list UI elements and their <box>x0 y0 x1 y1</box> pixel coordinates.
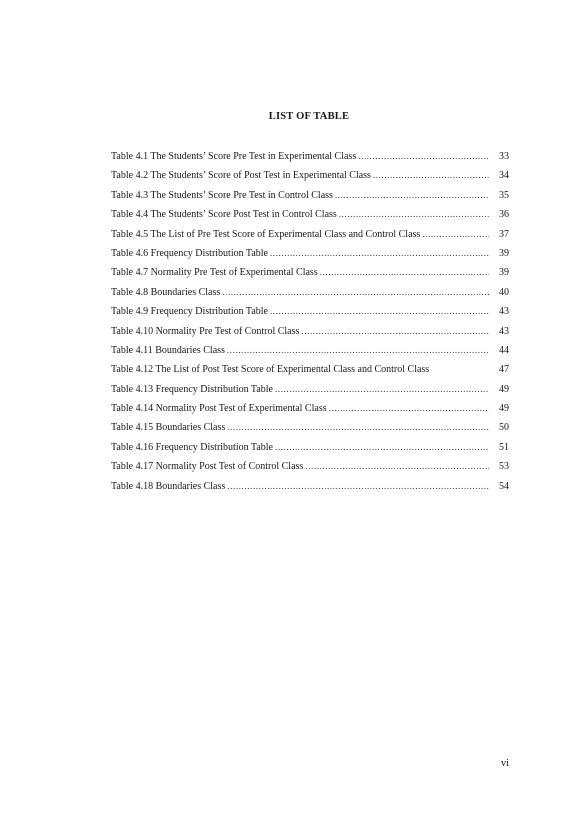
list-item <box>111 460 509 479</box>
entry-page: 36 <box>499 209 509 221</box>
entry-label: Table 4.15 Boundaries Class <box>111 422 226 434</box>
page-title: LIST OF TABLE <box>268 111 350 122</box>
dot-leader <box>227 480 489 493</box>
entry-page: 37 <box>499 228 509 240</box>
entry-label: Table 4.4 The Students’ Score Post Test in Control Class <box>111 209 337 221</box>
entry-label: Table 4.2 The Students’ Score of Post Test in Experimental Class <box>111 170 371 182</box>
dot-leader <box>270 247 489 260</box>
entry-label: Table 4.5 The List of Pre Test Score of Experimental Class and Control Class <box>111 228 421 240</box>
dot-leader <box>320 266 489 279</box>
entry-label: Table 4.13 Frequency Distribution Table <box>111 383 273 395</box>
entry-label: Table 4.1 The Students’ Score Pre Test in Experimental Class <box>111 151 357 162</box>
list-item <box>111 286 509 305</box>
entry-label: Table 4.12 The List of Post Test Score of Experimental Class and Control Class <box>111 364 430 376</box>
entry-page: 43 <box>499 325 509 337</box>
entry-page: 47 <box>499 364 509 376</box>
dot-leader <box>358 150 489 163</box>
entry-label: Table 4.6 Frequency Distribution Table <box>111 247 268 259</box>
entry-page: 39 <box>499 247 509 259</box>
entry-label: Table 4.8 Boundaries Class <box>111 286 221 298</box>
list-item <box>111 325 509 344</box>
dot-leader <box>275 383 489 396</box>
list-item <box>111 150 509 169</box>
entry-label: Table 4.17 Normality Post Test of Control Class <box>111 461 304 473</box>
list-item <box>111 305 509 324</box>
dot-leader <box>305 460 489 473</box>
entry-page: 40 <box>499 286 509 298</box>
page-number: vi <box>500 758 509 769</box>
dot-leader <box>339 208 489 221</box>
entry-label: Table 4.16 Frequency Distribution Table <box>111 441 273 453</box>
list-item <box>111 344 509 363</box>
entry-page: 53 <box>499 461 509 473</box>
entry-page: 43 <box>499 306 509 318</box>
entry-page: 44 <box>499 344 509 356</box>
dot-leader <box>222 286 489 299</box>
entry-label: Table 4.9 Frequency Distribution Table <box>111 306 268 318</box>
entry-page: 33 <box>499 151 509 162</box>
dot-leader <box>422 228 489 241</box>
entry-page: 35 <box>499 189 509 201</box>
list-item <box>111 247 509 266</box>
dot-leader <box>275 441 489 454</box>
dot-leader <box>335 189 489 202</box>
entry-label: Table 4.3 The Students’ Score Pre Test in Control Class <box>111 189 333 201</box>
dot-leader <box>270 305 489 318</box>
entry-page: 54 <box>499 480 509 492</box>
entry-page: 49 <box>499 383 509 395</box>
list-item <box>111 189 509 208</box>
dot-leader <box>227 344 489 357</box>
list-item <box>111 402 509 421</box>
list-item <box>111 383 509 402</box>
entry-page: 34 <box>499 170 509 182</box>
entry-label: Table 4.18 Boundaries Class <box>111 480 226 492</box>
entry-page: 39 <box>499 267 509 279</box>
list-item <box>111 363 509 382</box>
list-item <box>111 208 509 227</box>
dot-leader <box>301 325 489 338</box>
list-item <box>111 441 509 460</box>
table-list <box>111 150 509 499</box>
entry-page: 50 <box>499 422 509 434</box>
list-item <box>111 421 509 440</box>
dot-leader <box>227 421 489 434</box>
list-item <box>111 169 509 188</box>
list-item <box>111 266 509 285</box>
entry-label: Table 4.14 Normality Post Test of Experimental Class <box>111 403 327 415</box>
dot-leader <box>373 169 489 182</box>
list-item <box>111 228 509 247</box>
list-item <box>111 480 509 499</box>
entry-label: Table 4.10 Normality Pre Test of Control Class <box>111 325 300 337</box>
entry-page: 49 <box>499 403 509 415</box>
dot-leader <box>329 402 489 415</box>
entry-label: Table 4.11 Boundaries Class <box>111 344 225 356</box>
entry-page: 51 <box>499 441 509 453</box>
entry-label: Table 4.7 Normality Pre Test of Experimental Class <box>111 267 318 279</box>
